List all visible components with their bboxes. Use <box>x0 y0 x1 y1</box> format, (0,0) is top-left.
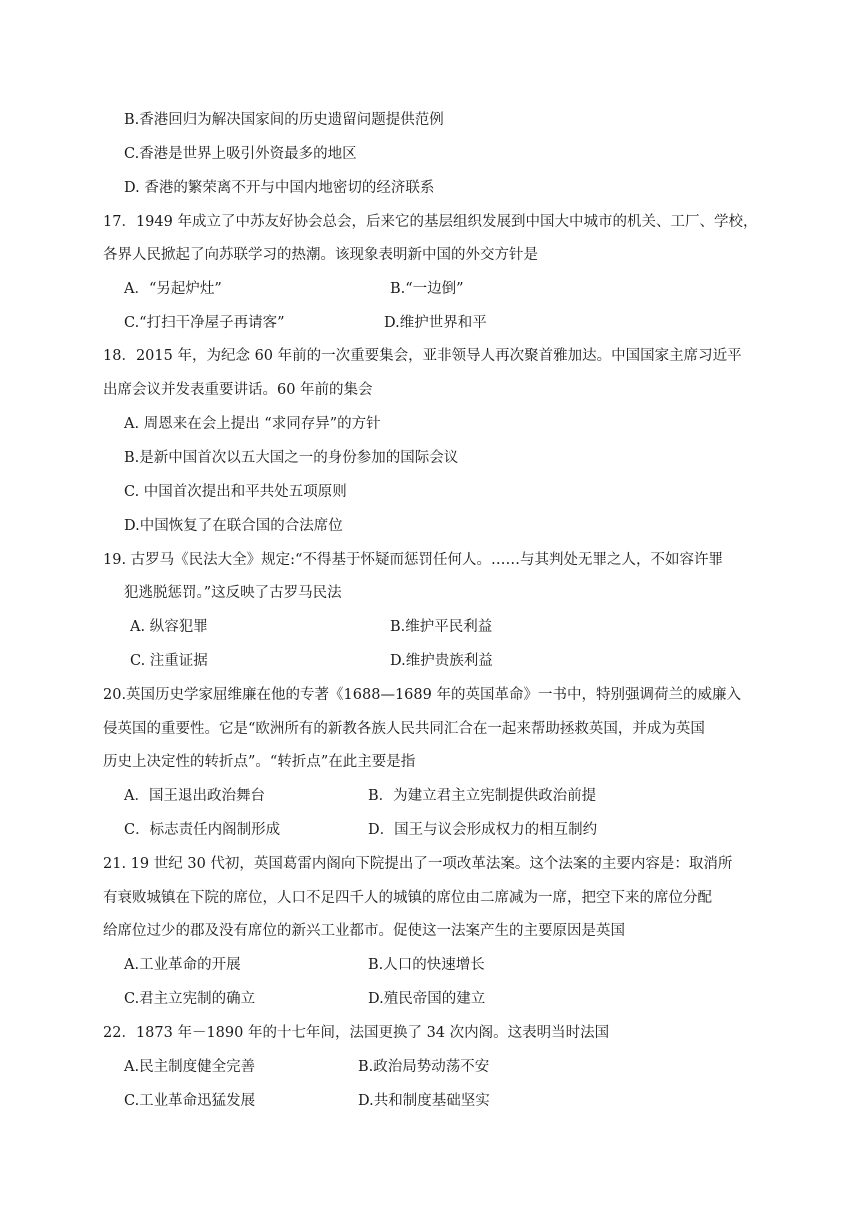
q21-option-d: D.殖民帝国的建立 <box>368 991 486 1007</box>
q22-stem-line-1: 22．1873 年－1890 年的十七年间，法国更换了 34 次内阁。这表明当时法国 <box>103 1025 610 1041</box>
q20-stem-line-2: 侵英国的重要性。它是“欧洲所有的新教各族人民共同汇合在一起来帮助拯救英国，并成为英国 <box>103 721 705 737</box>
q17-option-b: B.“一边倒” <box>390 281 464 297</box>
q20-option-b: B．为建立君主立宪制提供政治前提 <box>368 788 597 804</box>
q21-stem-line-1: 21. 19 世纪 30 代初，英国葛雷内阁向下院提出了一项改革法案。这个法案的主要内容是：取消所 <box>103 856 733 872</box>
q18-stem-line-1: 18．2015 年，为纪念 60 年前的一次重要集会，亚非领导人再次聚首雅加达。中国国家主席习近平 <box>103 348 742 364</box>
q21-stem-line-2: 有衰败城镇在下院的席位，人口不足四千人的城镇的席位由二席减为一席，把空下来的席位分配 <box>103 890 712 906</box>
q20-option-c: C．标志责任内阁制形成 <box>124 822 281 838</box>
q20-stem-line-1: 20.英国历史学家屈维廉在他的专著《1688—1689 年的英国革命》一书中，特别强调荷兰的威廉入 <box>103 687 741 703</box>
q20-option-d: D．国王与议会形成权力的相互制约 <box>368 822 598 838</box>
q20-stem-line-3: 历史上决定性的转折点”。“转折点”在此主要是指 <box>103 754 416 770</box>
q18-option-a: A. 周恩来在会上提出 “求同存异”的方针 <box>124 416 381 432</box>
q17-option-c: C.“打扫干净屋子再请客” <box>124 315 285 331</box>
q21-option-c: C.君主立宪制的确立 <box>124 991 256 1007</box>
q17-option-d: D.维护世界和平 <box>384 315 487 331</box>
q16-option-c: C.香港是世界上吸引外资最多的地区 <box>124 146 357 162</box>
q19-option-d: D.维护贵族利益 <box>390 653 493 669</box>
q17-option-a: A．“另起炉灶” <box>124 281 222 297</box>
q22-option-c: C.工业革命迅猛发展 <box>124 1093 256 1109</box>
q22-option-a: A.民主制度健全完善 <box>124 1059 256 1075</box>
q19-stem-line-1: 19. 古罗马《民法大全》规定:“不得基于怀疑而惩罚任何人。……与其判处无罪之人，不如容许罪 <box>103 552 723 568</box>
q18-option-c: C. 中国首次提出和平共处五项原则 <box>124 484 347 500</box>
q18-stem-line-2: 出席会议并发表重要讲话。60 年前的集会 <box>103 382 373 398</box>
q16-option-d: D. 香港的繁荣离不开与中国内地密切的经济联系 <box>124 180 435 196</box>
q19-option-b: B.维护平民利益 <box>390 619 493 635</box>
q18-option-b: B.是新中国首次以五大国之一的身份参加的国际会议 <box>124 450 459 466</box>
q18-option-d: D.中国恢复了在联合国的合法席位 <box>124 518 343 534</box>
q19-option-a: A. 纵容犯罪 <box>130 619 208 635</box>
q22-option-b: B.政治局势动荡不安 <box>358 1059 490 1075</box>
q21-stem-line-3: 给席位过少的郡及没有席位的新兴工业都市。促使这一法案产生的主要原因是英国 <box>103 923 625 939</box>
q22-option-d: D.共和制度基础坚实 <box>358 1093 490 1109</box>
q16-option-b: B.香港回归为解决国家间的历史遗留问题提供范例 <box>124 112 444 128</box>
q19-stem-line-2: 犯逃脱惩罚。”这反映了古罗马民法 <box>124 585 342 601</box>
q20-option-a: A．国王退出政治舞台 <box>124 788 265 804</box>
q21-option-b: B.人口的快速增长 <box>368 957 485 973</box>
q19-option-c: C. 注重证据 <box>130 653 208 669</box>
q17-stem-line-1: 17．1949 年成立了中苏友好协会总会，后来它的基层组织发展到中国大中城市的机关、工厂、学校， <box>103 214 758 230</box>
q17-stem-line-2: 各界人民掀起了向苏联学习的热潮。该现象表明新中国的外交方针是 <box>103 247 538 263</box>
q21-option-a: A.工业革命的开展 <box>124 957 241 973</box>
